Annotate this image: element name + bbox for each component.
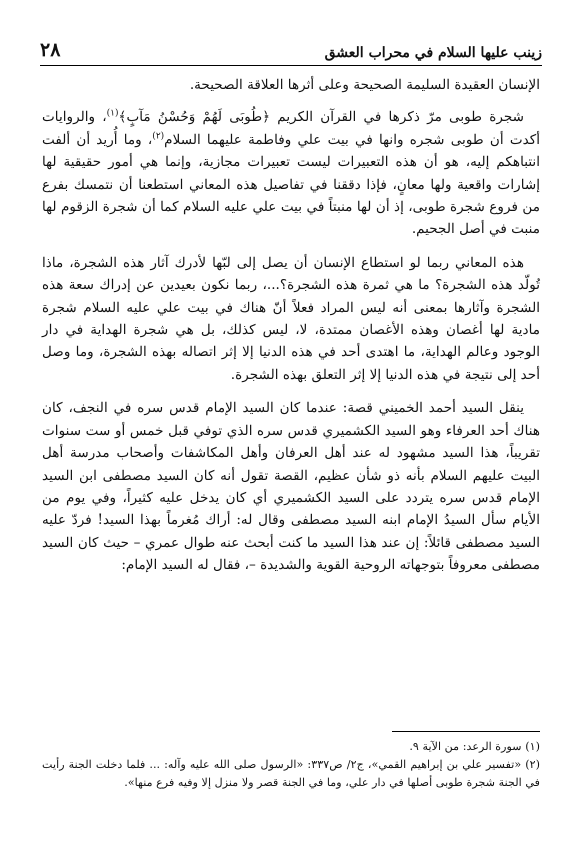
footnote-ref-1: (١) [106,108,119,119]
footnote-ref-2: (٢) [152,131,165,142]
body-text [42,74,540,588]
footnotes [42,738,540,792]
footnote-1: (١) سورة الرعد: من الآية ٩. [409,740,540,753]
paragraph-3: ينقل السيد أحمد الخميني قصة: عندما كان السيد الإمام قدس سره في النجف، كان هناك أحد العرفاء وهو السيد الكشميري قدس سره الذي توفي قبل خمس أو ست سنوات تقريباً، هذا السيد مشهود له عند أهل العرفان وأهل المكاشفات وأصحاب مدرسة أهل البيت عليهم السلام بأنه ذو شأن عظيم، القصة تقول أنه كان السيد مصطفى ابن السيد الإمام قدس سره يتردد على السيد الكشميري أي كان يدخل عليه كثيراً، وفي يوم من الأيام سأل السيدُ الإمام ابنه السيد مصطفى وقال له: أراك مُغرماً بهذا السيد! فردّ عليه السيد مصطفى قائلاً: إن عند هذا السيد ما كنت أبحث عنه طوال عمري – حيث كان السيد مصطفى معروفاً بتوجهاته الروحية القوية والشديدة –، فقال له السيد الإمام: [42,400,540,574]
paragraph-2: هذه المعاني ربما لو استطاع الإنسان أن يصل إلى لبّها لأدرك آثار هذه الشجرة، ماذا تُولّد هذه الشجرة؟ ما هي ثمرة هذه الشجرة؟...، ربما نكون بعيدين عن إدراك سعة هذه الشجرة وآثارها بمعنى أنه ليس المراد فعلاً أنّ هناك في بيت علي عليه السلام شجرة مادية لها أغصان وهذه الأغصان ممتدة، لا، ليس كذلك، بل هي شجرة الهداية في دار الوجود وعالم الهداية، ما اهتدى أحد في هذه الدنيا إلا إثر اتصاله بهذه الشجرة، وما وصل أحد إلى نتيجة في هذه الدنيا إلا إثر التعلق بهذه الشجرة. [42,254,540,383]
running-title: زينب عليها السلام في محراب العشق [324,45,542,61]
footnote-separator [392,731,540,732]
paragraph-0: الإنسان العقيدة السليمة الصحيحة وعلى أثرها العلاقة الصحيحة. [189,77,540,93]
paragraph-1 [42,106,540,240]
footnote-2: (٢) «تفسير علي بن إبراهيم القمي»، ج٢/ ص٣٣٧: «الرسول صلى الله عليه وآله: ... فلما دخلت الجنة رأيت في الجنة شجرة طوبى أصلها في دار علي، وما في الجنة قصر ولا منزل إلا وفيه فرع منها». [42,758,540,789]
page-header [40,40,542,66]
paragraph-1-part-a: شجرة طوبى مرّ ذكرها في القرآن الكريم ﴿طُوبَى لَهُمْ وَحُسْنُ مَآبٍ﴾ [118,109,524,126]
page-number: ٢٨ [40,39,61,61]
paragraph-1-part-b: ، والروايات أكدت أن طوبى شجره وانها في بيت علي وفاطمة عليهما السلام [42,109,540,148]
paragraph-1-part-c: ، وما أُريد أن ألفت انتباهكم إليه، هو أن هذه التعبيرات ليست تعبيرات مجازية، وإنما هي أمور حقيقية لها إشارات واقعية ولها معانٍ، فإذا دققنا في تفاصيل هذه المعاني استطعنا أن نتمسك بفرع من فروع شجرة طوبى، إذ أن لها منبتاً في بيت علي عليه السلام كما أن شجرة الزقوم لها منبت في أصل الجحيم. [42,131,540,238]
